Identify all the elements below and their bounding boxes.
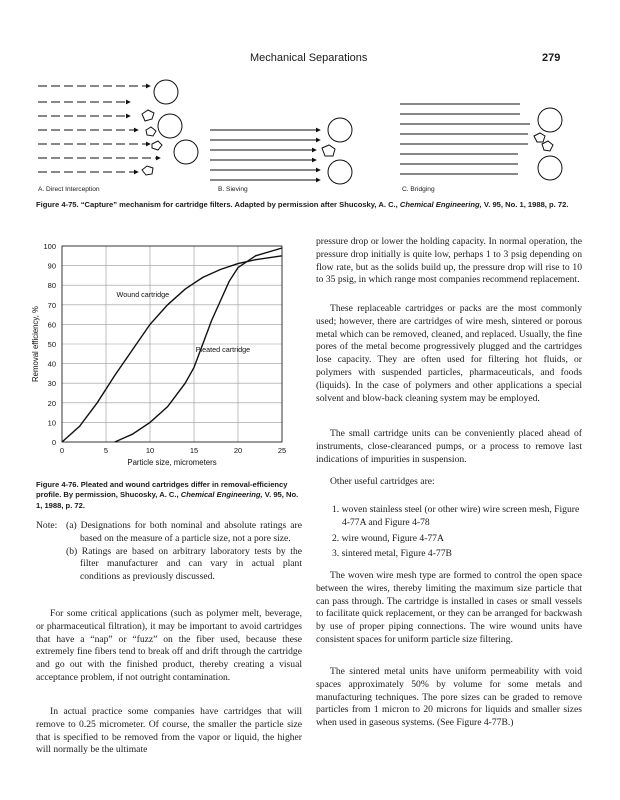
cartridge-list [326, 504, 582, 564]
removal-efficiency-chart [28, 236, 300, 476]
right-paragraph-1: pressure drop or lower the holding capacity. In normal operation, the pressure drop initially is quite low, perhaps 1 to 3 psig depending on flow rate, but as the solids build up, the pressure drop will rise to 10 to 35 psig, in which range most companies recommend replacement. [316, 236, 582, 286]
note-label: Note: [36, 520, 58, 531]
left-paragraph-1: For some critical applications (such as polymer melt, beverage, or pharmaceutical filtration), it may be important to avoid cartridges that have a “nap” or “fuzz” on the fiber used, because these extremely fine fibers tend to break off and drift through the cartridge and go out with the finished product, thereby creating a visual acceptance problem, if not outright contamination. [36, 608, 302, 683]
y-axis-label: Removal efficiency, % [31, 306, 40, 382]
y-tick-label: 40 [47, 359, 56, 369]
list-item: 2. wire wound, Figure 4-77A [332, 532, 444, 544]
right-paragraph-5: The woven wire mesh type are formed to control the open space between the wires, thereby limiting the maximum size particle that can pass through. The cartridge is installed in cases or small vessels to facilitate quick replacement, or they can be arranged for backwash by use of proper piping connections. The wire wound units have consistent spaces for uniform particle size filtering. [316, 570, 582, 645]
page-number: 279 [542, 52, 561, 64]
figure-4-76-caption: Figure 4-76. Pleated and wound cartridges differ in removal-efficiency profile. By permission, Shucosky, A. C., Chemical Engineering, V. 95, No. 1, 1988, p. 72. [36, 480, 299, 510]
y-tick-label: 100 [43, 242, 56, 251]
y-tick-label: 60 [47, 320, 56, 330]
y-tick-label: 0 [51, 438, 56, 447]
note-block [36, 520, 302, 584]
note-a: (a) Designations for both nominal and absolute ratings are based on the measure of a particle size, not a pore size. [66, 520, 302, 544]
y-tick-label: 50 [47, 340, 56, 349]
x-tick-label: 20 [233, 446, 243, 455]
x-tick-label: 15 [189, 446, 199, 455]
list-item: 3. sintered metal, Figure 4-77B [332, 548, 452, 560]
capture-mechanism-figure [30, 70, 590, 188]
right-paragraph-4: Other useful cartridges are: [330, 476, 435, 487]
wound-cartridge-label: Wound cartridge [116, 289, 170, 299]
right-paragraph-3: The small cartridge units can be conveniently placed ahead of instruments, close-clearanced pumps, or a process to remove last indications of impurities in suspension. [316, 428, 582, 465]
panel-b-label: B. Sieving [218, 186, 248, 193]
list-item: 1. woven stainless steel (or other wire) wire screen mesh, Figure 4-77A and Figure 4-78 [332, 504, 580, 528]
y-tick-label: 20 [47, 398, 56, 408]
x-axis-label: Particle size, micrometers [127, 458, 217, 467]
x-tick-label: 5 [103, 446, 109, 455]
left-paragraph-2: In actual practice some companies have cartridges that will remove to 0.25 micrometer. Of course, the smaller the particle size that is specified to be removed from the vapor or liquid, the higher will normally be the ultimate [36, 706, 302, 756]
running-title: Mechanical Separations [250, 52, 368, 64]
panel-c-bridging [400, 104, 562, 180]
panel-a-label: A. Direct Interception [38, 186, 100, 193]
panel-c-label: C. Bridging [402, 186, 435, 193]
right-paragraph-6: The sintered metal units have uniform permeability with void spaces approximately 50% by volume for some metals and manufacturing techniques. The pore sizes can be graded to remove particles from 1 micron to 20 microns for liquids and smaller sizes when used in gaseous systems. (See Figure 4-77B.) [316, 666, 582, 729]
pleated-cartridge-label: Pleated cartridge [195, 344, 251, 354]
x-tick-label: 0 [59, 446, 65, 455]
panel-a-direct-interception [38, 80, 198, 175]
note-b: (b) Ratings are based on arbitrary laboratory tests by the filter manufacturer and can vary in actual plant conditions as previously discussed. [66, 545, 302, 583]
y-tick-label: 30 [47, 379, 56, 389]
x-tick-label: 25 [277, 446, 287, 455]
y-tick-label: 10 [47, 418, 56, 428]
figure-4-75-caption: Figure 4-75. “Capture” mechanism for cartridge filters. Adapted by permission after Shucosky, A. C., Chemical Engineering, V. 95, No. 1, 1988, p. 72. [36, 200, 569, 209]
y-tick-label: 70 [47, 300, 56, 310]
right-paragraph-2: These replaceable cartridges or packs are the most commonly used; however, there are cartridges of wire mesh, sintered or porous metal which can be removed, cleaned, and replaced. Usually, the fine pores of the metal become progressively plugged and the cartridges lose capacity. They are often used for filtering hot fluids, or polymers with suspended particles, pharmaceuticals, and foods (liquids). In the case of polymers and other applications a special solvent and blow-back cleaning system may be employed. [316, 303, 582, 404]
panel-b-sieving [210, 118, 352, 184]
x-tick-label: 10 [145, 446, 155, 455]
y-tick-label: 90 [47, 261, 56, 271]
y-tick-label: 80 [47, 281, 56, 291]
